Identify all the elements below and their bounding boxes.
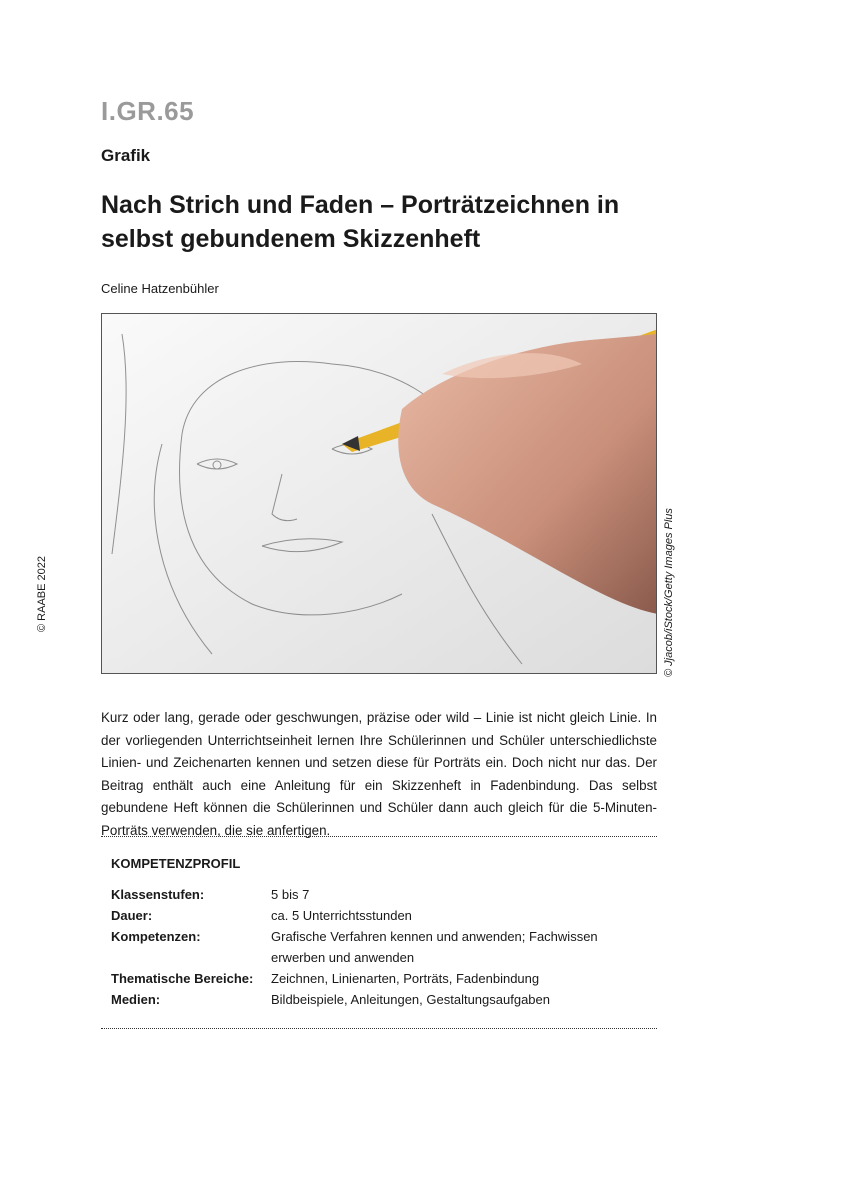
divider — [101, 1028, 657, 1029]
profile-value: 5 bis 7 — [271, 887, 310, 902]
profile-row — [111, 989, 651, 1010]
profile-row — [111, 926, 651, 968]
profile-row — [111, 905, 651, 926]
profile-key: Thematische Bereiche: — [111, 971, 254, 986]
profile-value: Bildbeispiele, Anleitungen, Gestaltungsaufgaben — [271, 992, 550, 1007]
profile-key: Kompetenzen: — [111, 929, 201, 944]
divider — [101, 836, 657, 837]
subject-label: Grafik — [101, 146, 151, 165]
author: Celine Hatzenbühler — [101, 281, 219, 296]
profile-table — [111, 884, 651, 1010]
photo-credit: © Jjacob/iStock/Getty Images Plus — [663, 508, 675, 677]
profile-value: ca. 5 Unterrichtsstunden — [271, 908, 412, 923]
cover-photo — [101, 313, 657, 674]
profile-heading: KOMPETENZPROFIL — [111, 856, 241, 871]
intro-text: Kurz oder lang, gerade oder geschwungen, präzise oder wild – Linie ist nicht gleich Linie. In der vorliegenden Unterrichtseinheit lernen Ihre Schülerinnen und Schüler unterschiedlichste Linien- und Zeichenarten kennen und setzen diese für Porträts ein. Doch nicht nur das. Der Beitrag enthält auch eine Anleitung für ein Skizzenheft in Fadenbindung. Das selbst gebundene Heft können die Schülerinnen und Schüler dann auch gleich für die 5-Minuten-Porträts verwenden, die sie anfertigen. — [101, 710, 657, 838]
profile-key: Medien: — [111, 992, 161, 1007]
profile-value: Grafische Verfahren kennen und anwenden; Fachwissen erwerben und anwenden — [271, 929, 598, 965]
profile-key: Klassenstufen: — [111, 887, 205, 902]
profile-row — [111, 968, 651, 989]
profile-row — [111, 884, 651, 905]
page-title: Nach Strich und Faden – Porträtzeichnen in selbst gebundenem Skizzenheft — [101, 191, 620, 253]
document-code: I.GR.65 — [101, 96, 195, 126]
copyright: © RAABE 2022 — [36, 556, 48, 632]
profile-key: Dauer: — [111, 908, 153, 923]
profile-value: Zeichnen, Linienarten, Porträts, Fadenbindung — [271, 971, 540, 986]
